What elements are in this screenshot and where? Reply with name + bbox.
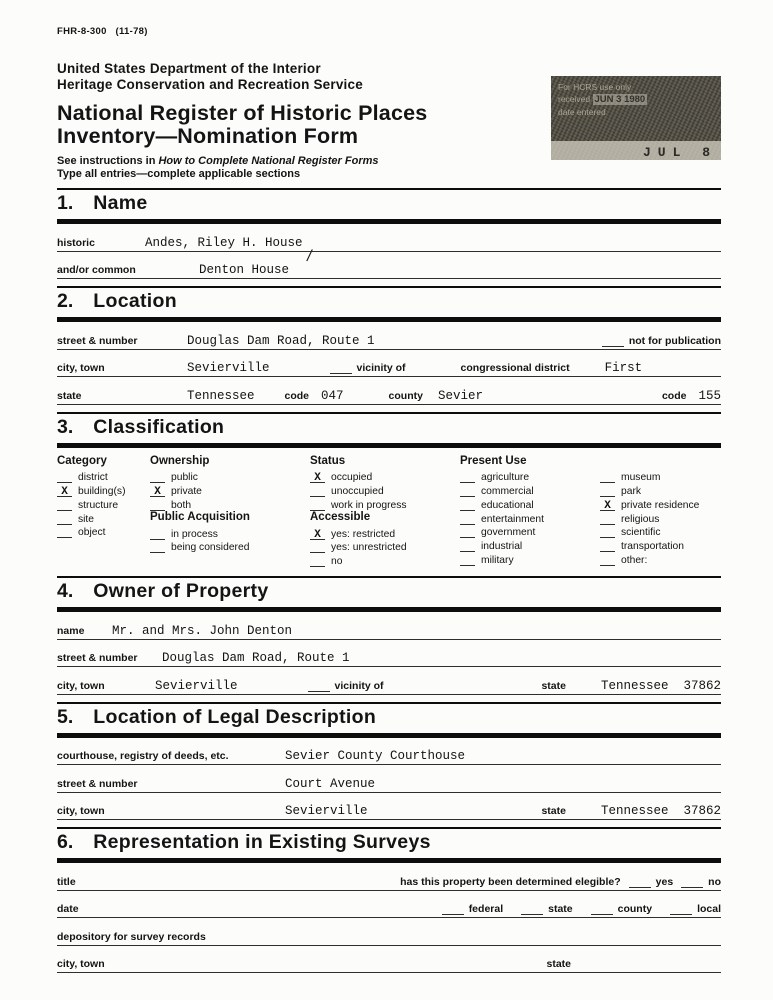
stamp-received-date: JUN 3 1980	[594, 94, 646, 105]
instructions-prefix: See instructions in	[57, 155, 159, 167]
column-heading-spacer	[600, 455, 720, 470]
state-option-label: state	[548, 903, 573, 916]
owner-name-value: Mr. and Mrs. John Denton	[112, 623, 293, 638]
option-label: commercial	[481, 486, 534, 498]
form-title-line-2: Inventory—Nomination Form	[57, 124, 359, 148]
present-use-column-1	[460, 455, 600, 568]
field-street-number	[57, 322, 721, 350]
field-label: name	[57, 624, 85, 637]
classification-option	[310, 540, 460, 554]
checkbox-blank	[670, 905, 692, 915]
option-label: public	[171, 472, 198, 484]
option-label: structure	[78, 499, 119, 511]
classification-option	[460, 470, 600, 484]
classification-option	[57, 525, 150, 539]
status-column	[310, 455, 460, 568]
section-number: 3.	[57, 415, 74, 438]
option-label: entertainment	[481, 513, 544, 525]
option-label: both	[171, 499, 192, 511]
vicinity-label: vicinity of	[334, 679, 384, 692]
checkbox-blank	[600, 473, 615, 483]
field-survey-title	[57, 863, 721, 891]
county-value: Sevier	[437, 388, 483, 403]
state-label: state	[541, 679, 566, 692]
instructions-book-title: How to Complete National Register Forms	[158, 155, 379, 167]
county-code-value: 155	[698, 388, 721, 403]
column-heading: Category	[57, 454, 107, 467]
option-label: yes: restricted	[331, 528, 396, 540]
checkbox-blank	[57, 473, 72, 483]
option-label: other:	[621, 555, 648, 567]
field-legal-street	[57, 765, 721, 793]
legal-city-value: Sevierville	[285, 804, 368, 819]
column-heading: Public Acquisition	[150, 510, 250, 523]
state-code-value: 047	[321, 388, 344, 403]
handwritten-mark: /	[305, 245, 314, 264]
stamp-entered-label: date entered	[558, 107, 606, 117]
checkbox-blank	[629, 878, 651, 888]
survey-level-group	[442, 903, 721, 915]
checkbox-blank	[600, 487, 615, 497]
section-2-header	[57, 286, 721, 322]
section-title: Representation in Existing Surveys	[93, 831, 431, 854]
field-label: city, town	[57, 805, 105, 818]
code-label: code	[284, 389, 310, 402]
option-label: religious	[621, 513, 660, 525]
classification-option	[150, 497, 310, 511]
owner-state-value: Tennessee 37862	[600, 678, 721, 693]
state-value: Tennessee	[187, 388, 255, 403]
section-number: 5.	[57, 705, 74, 728]
classification-option	[460, 552, 600, 566]
checkbox-blank	[310, 557, 325, 567]
checkbox-blank	[57, 515, 72, 525]
checkbox-blank: X	[310, 530, 325, 540]
classification-option	[460, 497, 600, 511]
ownership-list	[150, 470, 310, 511]
field-owner-city	[57, 667, 721, 695]
checkbox-blank	[150, 473, 165, 483]
state-group	[541, 803, 721, 817]
checkbox-blank: X	[57, 487, 72, 497]
column-heading: Present Use	[460, 454, 527, 467]
present-use-column-2	[600, 455, 720, 568]
option-label: being considered	[171, 542, 250, 554]
option-label: in process	[171, 528, 218, 540]
checkbox-blank	[460, 473, 475, 483]
checkbox-blank	[460, 542, 475, 552]
congressional-district-value: First	[604, 361, 643, 375]
code-label: code	[661, 389, 687, 402]
checkbox-blank	[600, 528, 615, 538]
checkbox-blank: X	[310, 473, 325, 483]
checkbox-blank: X	[150, 487, 165, 497]
form-number: FHR-8-300 (11-78)	[57, 26, 148, 37]
stamp-received-line	[558, 93, 714, 106]
section-number: 1.	[57, 192, 74, 214]
status-list	[310, 470, 460, 511]
agency-line-1: United States Department of the Interior	[57, 61, 321, 76]
local-option-label: local	[697, 903, 721, 916]
field-label: historic	[57, 236, 95, 249]
owner-street-value: Douglas Dam Road, Route 1	[162, 651, 350, 666]
checkbox-blank	[310, 501, 325, 511]
checkbox-blank	[600, 542, 615, 552]
classification-option	[600, 470, 720, 484]
option-label: government	[481, 527, 536, 539]
section-title: Classification	[93, 415, 225, 438]
classification-option	[600, 483, 720, 497]
checkbox-blank	[460, 501, 475, 511]
option-label: no	[331, 556, 343, 568]
ownership-column	[150, 455, 310, 568]
classification-option	[150, 526, 310, 540]
classification-option	[460, 511, 600, 525]
county-label: county	[388, 389, 423, 402]
legal-state-value: Tennessee 37862	[600, 804, 721, 819]
state-label: state	[546, 958, 571, 971]
section-number: 6.	[57, 831, 74, 854]
option-label: object	[78, 527, 106, 539]
field-label: street & number	[57, 652, 138, 665]
option-label: building(s)	[78, 486, 126, 498]
section-title: Owner of Property	[93, 580, 269, 603]
classification-option	[57, 483, 150, 497]
checkbox-blank	[460, 556, 475, 566]
option-label: site	[78, 513, 95, 525]
column-heading: Accessible	[310, 510, 371, 523]
classification-option	[460, 538, 600, 552]
option-label: museum	[621, 472, 661, 484]
classification-option	[600, 525, 720, 539]
category-column	[57, 455, 150, 568]
checkbox-blank	[521, 905, 543, 915]
county-code-group	[662, 388, 721, 402]
checkbox-blank	[602, 337, 624, 347]
vicinity-group	[308, 680, 384, 692]
classification-option	[150, 540, 310, 554]
checkbox-blank	[460, 487, 475, 497]
present-use-list-1	[460, 470, 600, 567]
classification-option	[600, 497, 720, 511]
stamp-received-label: received	[558, 94, 591, 104]
classification-option	[600, 538, 720, 552]
checkbox-blank	[681, 878, 703, 888]
instructions-line-2: Type all entries—complete applicable sections	[57, 168, 301, 180]
checkbox-blank	[442, 905, 464, 915]
vicinity-label: vicinity of	[356, 362, 406, 374]
checkbox-blank	[310, 487, 325, 497]
federal-label: federal	[468, 903, 504, 916]
field-legal-city	[57, 793, 721, 821]
courthouse-value: Sevier County Courthouse	[285, 749, 466, 764]
column-heading: Ownership	[150, 454, 210, 467]
section-title: Name	[93, 192, 148, 214]
checkbox-blank	[57, 528, 72, 538]
field-historic-name	[57, 224, 721, 264]
checkbox-blank	[150, 543, 165, 553]
classification-option	[150, 483, 310, 497]
classification-option	[57, 497, 150, 511]
option-label: agriculture	[481, 472, 530, 484]
classification-option	[310, 526, 460, 540]
section-number: 2.	[57, 290, 74, 312]
checkbox-blank	[150, 501, 165, 511]
option-label: yes: unrestricted	[331, 542, 407, 554]
checkbox-blank	[600, 556, 615, 566]
field-label: courthouse, registry of deeds, etc.	[57, 750, 229, 763]
checkbox-blank	[460, 528, 475, 538]
field-label: street & number	[57, 777, 138, 790]
field-common-name	[57, 252, 721, 280]
option-label: industrial	[481, 541, 523, 553]
checkbox-blank: X	[600, 501, 615, 511]
checkbox-blank	[57, 501, 72, 511]
section-title: Location of Legal Description	[93, 705, 377, 728]
classification-option	[310, 470, 460, 484]
stamp-entered-date: JUL 8	[642, 145, 717, 160]
checkbox-blank	[308, 682, 330, 692]
checkbox-blank	[310, 543, 325, 553]
classification-option	[600, 552, 720, 566]
historic-name-value: Andes, Riley H. House	[145, 235, 303, 250]
city-value: Sevierville	[187, 361, 270, 375]
field-city-town	[57, 350, 721, 378]
field-courthouse	[57, 738, 721, 766]
not-for-publication-label: not for publication	[628, 334, 721, 347]
classification-option	[460, 525, 600, 539]
classification-option	[150, 470, 310, 484]
legal-street-value: Court Avenue	[285, 776, 376, 791]
field-owner-name	[57, 612, 721, 640]
field-label: title	[57, 875, 76, 888]
eligibility-question: has this property been determined elegible?	[400, 875, 621, 888]
option-label: educational	[481, 499, 534, 511]
option-label: military	[481, 555, 514, 567]
not-for-publication-group	[602, 335, 721, 347]
common-name-value: Denton House	[199, 263, 290, 277]
accessible-list	[310, 526, 460, 567]
section-3-header	[57, 412, 721, 448]
checkbox-blank	[460, 515, 475, 525]
owner-city-value: Sevierville	[155, 678, 238, 693]
classification-option	[310, 483, 460, 497]
street-value: Douglas Dam Road, Route 1	[187, 333, 375, 348]
classification-option	[310, 553, 460, 567]
eligibility-group	[400, 876, 721, 888]
option-label: park	[621, 486, 642, 498]
field-label: state	[57, 389, 82, 402]
option-label: scientific	[621, 527, 661, 539]
field-owner-street	[57, 640, 721, 668]
field-depository	[57, 918, 721, 946]
section-1-header	[57, 188, 721, 224]
field-label: date	[57, 903, 79, 916]
field-label: street & number	[57, 334, 138, 347]
section-5-header	[57, 702, 721, 738]
stamp-use-line: For HCRS use only	[558, 82, 632, 92]
section-6-header	[57, 827, 721, 863]
classification-option	[310, 497, 460, 511]
field-state	[57, 377, 721, 405]
option-label: unoccupied	[331, 486, 384, 498]
checkbox-blank	[600, 515, 615, 525]
present-use-list-2	[600, 470, 720, 567]
section-4-header	[57, 576, 721, 612]
form-title-line-1: National Register of Historic Places	[57, 101, 428, 125]
state-label: state	[541, 805, 566, 818]
field-label: city, town	[57, 679, 105, 692]
option-label: district	[78, 472, 108, 484]
section-title: Location	[93, 290, 177, 312]
option-label: private residence	[621, 499, 700, 511]
hcrs-stamp	[551, 76, 721, 160]
field-label: depository for survey records	[57, 930, 206, 943]
classification-grid	[57, 448, 721, 577]
congressional-district-label: congressional district	[460, 362, 570, 374]
no-label: no	[708, 875, 721, 888]
classification-option	[57, 511, 150, 525]
option-label: private	[171, 486, 202, 498]
category-list	[57, 470, 150, 539]
classification-option	[600, 511, 720, 525]
field-survey-city	[57, 946, 721, 974]
column-heading: Status	[310, 454, 346, 467]
option-label: transportation	[621, 541, 684, 553]
option-label: work in progress	[331, 499, 407, 511]
yes-label: yes	[655, 875, 674, 888]
agency-line-2: Heritage Conservation and Recreation Service	[57, 77, 363, 92]
classification-option	[57, 470, 150, 484]
county-option-label: county	[617, 903, 653, 916]
checkbox-blank	[591, 905, 613, 915]
vicinity-group	[330, 362, 406, 374]
option-label: occupied	[331, 472, 373, 484]
field-label: and/or common	[57, 264, 136, 276]
state-group	[546, 958, 571, 970]
classification-option	[460, 483, 600, 497]
section-number: 4.	[57, 580, 74, 603]
field-survey-date	[57, 891, 721, 919]
checkbox-blank	[330, 364, 352, 374]
field-label: city, town	[57, 958, 105, 971]
public-acquisition-list	[150, 526, 310, 554]
field-label: city, town	[57, 362, 105, 374]
checkbox-blank	[150, 530, 165, 540]
